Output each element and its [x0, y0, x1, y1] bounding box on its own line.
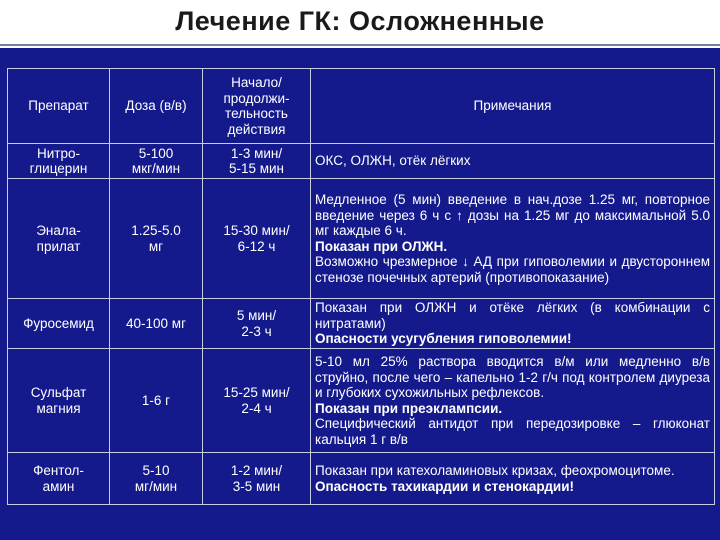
header-onset-line: продолжи-	[223, 90, 290, 106]
drug-cell-line: глицерин	[29, 161, 88, 176]
header-onset	[203, 69, 311, 144]
treatment-table	[7, 68, 715, 505]
onset-cell	[203, 349, 311, 453]
header-onset-line: тельность	[225, 106, 288, 121]
note-line: Опасность тахикардии и стенокардии!	[315, 478, 574, 494]
onset-cell	[203, 144, 311, 179]
note-line: Специфический антидот при передозировке – глюконат кальция 1 г в/в	[315, 416, 710, 447]
table-row	[8, 144, 715, 179]
dose-cell-line: 40-100 мг	[126, 315, 186, 331]
onset-cell-line: 6-12 ч	[237, 238, 276, 254]
dose-cell-line: мг	[148, 238, 164, 254]
onset-cell	[203, 453, 311, 505]
drug-cell	[8, 144, 110, 179]
dose-cell-line: 5-10	[142, 463, 170, 478]
onset-cell-line: 2-4 ч	[241, 400, 272, 416]
onset-cell-line: 15-30 мин/	[223, 223, 290, 238]
dose-cell	[110, 349, 203, 453]
notes-cell	[311, 144, 715, 179]
drug-cell-line: Фентол-	[33, 463, 84, 478]
table-row	[8, 453, 715, 505]
dose-cell-line: мкг/мин	[131, 161, 181, 176]
drug-cell-line: прилат	[36, 238, 81, 254]
drug-cell	[8, 299, 110, 349]
title-bar	[0, 0, 720, 46]
title-divider	[0, 44, 720, 46]
drug-cell	[8, 349, 110, 453]
table-row	[8, 179, 715, 299]
header-notes: Примечания	[311, 69, 715, 144]
dose-cell	[110, 144, 203, 179]
note-line: 5-10 мл 25% раствора вводится в/м или медленно в/в струйно, после чего – капельно 1-2 г/ч под контролем диуреза и глубоких сухожильных рефлексов.	[315, 354, 710, 400]
dose-cell-line: 5-100	[138, 145, 174, 161]
onset-cell	[203, 299, 311, 349]
notes-cell	[311, 453, 715, 505]
drug-cell	[8, 453, 110, 505]
drug-cell-line: Фуросемид	[23, 315, 94, 331]
note-line: Возможно чрезмерное ↓ АД при гиповолемии и двустороннем стенозе почечных артерий (противопоказание)	[315, 254, 710, 285]
header-drug: Препарат	[8, 69, 110, 144]
dose-cell-line: 1-6 г	[141, 392, 171, 408]
header-dose: Доза (в/в)	[110, 69, 203, 144]
dose-cell-line: мг/мин	[134, 478, 178, 494]
drug-cell-line: магния	[36, 400, 81, 416]
header-onset-line: Начало/	[231, 75, 282, 90]
onset-cell-line: 3-5 мин	[232, 478, 281, 494]
notes-cell	[311, 299, 715, 349]
table-row	[8, 349, 715, 453]
note-line: Медленное (5 мин) введение в нач.дозе 1.25 мг, повторное введение через 6 ч с ↑ дозы на 1.25 мг до максимальной 5.0 мг каждые 6 ч.	[315, 192, 710, 238]
notes-cell	[311, 179, 715, 299]
onset-cell-line: 1-2 мин/	[230, 463, 283, 478]
drug-cell-line: Энала-	[36, 223, 81, 238]
header-onset-line: действия	[227, 121, 286, 137]
note-line: Показан при преэклампсии.	[315, 400, 503, 416]
drug-cell-line: амин	[42, 478, 75, 494]
note-line: ОКС, ОЛЖН, отёк лёгких	[315, 153, 471, 169]
onset-cell-line: 1-3 мин/	[230, 145, 283, 161]
table-row	[8, 299, 715, 349]
dose-cell-line: 1.25-5.0	[131, 223, 181, 238]
table-header-row	[8, 69, 715, 144]
slide-title: Лечение ГК: Осложненные	[175, 6, 545, 36]
onset-cell	[203, 179, 311, 299]
note-line: Опасности усугубления гиповолемии!	[315, 331, 572, 347]
onset-cell-line: 5-15 мин	[228, 161, 285, 176]
dose-cell	[110, 453, 203, 505]
drug-cell	[8, 179, 110, 299]
note-line: Показан при катехоламиновых кризах, феохромоцитоме.	[315, 463, 675, 478]
note-line: Показан при ОЛЖН.	[315, 238, 448, 254]
dose-cell	[110, 179, 203, 299]
onset-cell-line: 2-3 ч	[241, 323, 272, 339]
notes-cell	[311, 349, 715, 453]
drug-cell-line: Сульфат	[30, 385, 87, 400]
dose-cell	[110, 299, 203, 349]
onset-cell-line: 5 мин/	[236, 308, 277, 323]
onset-cell-line: 15-25 мин/	[223, 385, 290, 400]
note-line: Показан при ОЛЖН и отёке лёгких (в комбинации с нитратами)	[315, 300, 710, 331]
drug-cell-line: Нитро-	[37, 145, 80, 161]
